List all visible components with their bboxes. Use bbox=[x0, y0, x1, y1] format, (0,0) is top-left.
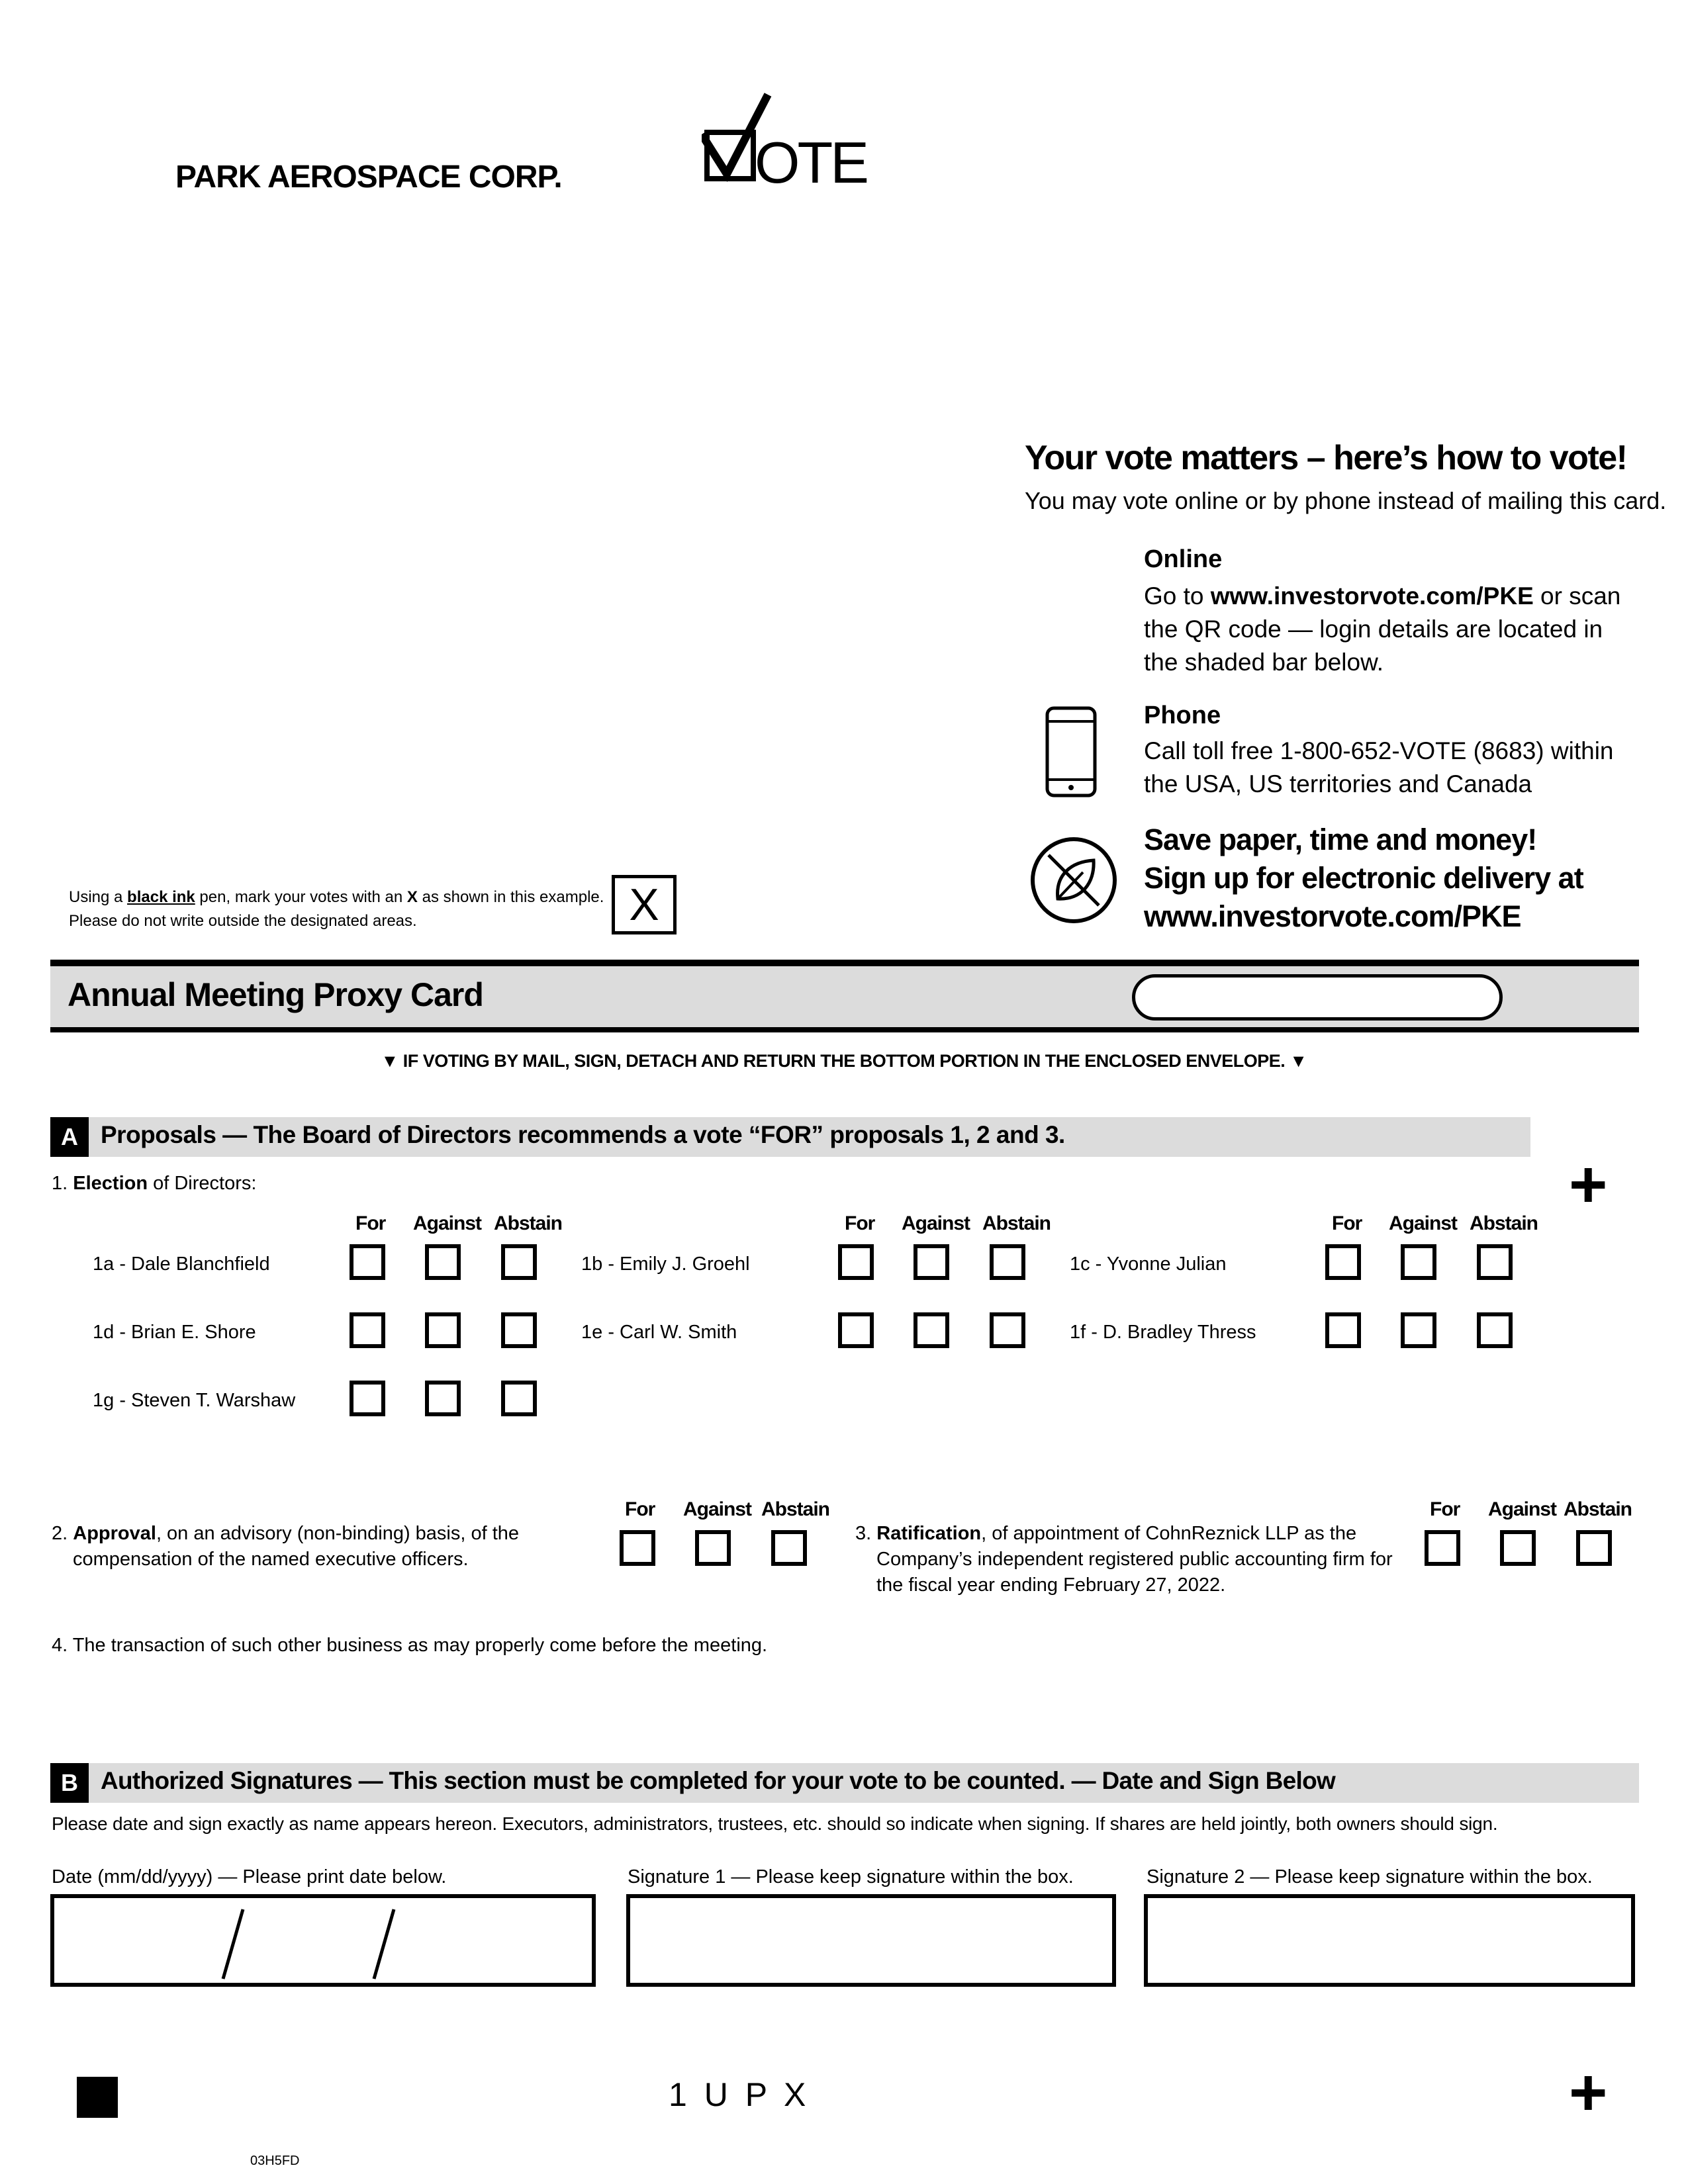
nominee-1b: 1b - Emily J. Groehl bbox=[581, 1253, 750, 1275]
section-b-instructions: Please date and sign exactly as name appears hereon. Executors, administrators, trustees, etc. should so indicate when signing. If shares are held jointly, both owners should sign. bbox=[52, 1813, 1498, 1834]
how-to-vote-subtitle: You may vote online or by phone instead of mailing this card. bbox=[1025, 487, 1667, 514]
document-id: 03H5FD bbox=[250, 2154, 300, 2168]
signature1-label: Signature 1 — Please keep signature within the box. bbox=[628, 1866, 1074, 1888]
item2-abstain-header: Abstain bbox=[761, 1498, 830, 1520]
vote-1f-abstain[interactable] bbox=[1477, 1312, 1513, 1348]
col3-abstain: Abstain bbox=[1470, 1212, 1538, 1234]
item3-label: 3. Ratification, of appointment of CohnReznick LLP as the Company’s independent registered public accounting firm for the fiscal year ending February 27, 2022. bbox=[855, 1523, 1393, 1596]
company-name: PARK AEROSPACE CORP. bbox=[175, 159, 562, 195]
date-slash-2 bbox=[364, 1906, 404, 1985]
section-b-title: Authorized Signatures — This section must be completed for your vote to be counted. — Date and Sign Below bbox=[101, 1767, 1336, 1794]
section-b-letter: B bbox=[50, 1763, 89, 1803]
online-heading: Online bbox=[1144, 545, 1223, 573]
vote-1f-against[interactable] bbox=[1401, 1312, 1436, 1348]
online-url[interactable]: www.investorvote.com/PKE bbox=[1210, 582, 1534, 610]
vote-logo bbox=[702, 89, 867, 195]
example-mark-box: X bbox=[612, 875, 677, 934]
signature2-field[interactable] bbox=[1144, 1894, 1635, 1987]
vote-logo-text: OTE bbox=[755, 130, 867, 195]
vote-1d-abstain[interactable] bbox=[501, 1312, 537, 1348]
signature2-label: Signature 2 — Please keep signature within the box. bbox=[1147, 1866, 1593, 1888]
col2-abstain: Abstain bbox=[982, 1212, 1051, 1234]
vote-1a-for[interactable] bbox=[350, 1244, 385, 1280]
vote-1e-for[interactable] bbox=[838, 1312, 874, 1348]
nominee-1g: 1g - Steven T. Warshaw bbox=[93, 1390, 296, 1411]
item4-label: 4. The transaction of such other business as may properly come before the meeting. bbox=[52, 1635, 768, 1656]
phone-text: Call toll free 1-800-652-VOTE (8683) within the USA, US territories and Canada bbox=[1144, 737, 1614, 797]
vote-1c-for[interactable] bbox=[1325, 1244, 1361, 1280]
item1-label: 1. Election of Directors: bbox=[52, 1173, 257, 1194]
how-to-vote-title: Your vote matters – here’s how to vote! bbox=[1025, 439, 1627, 477]
vote-1c-abstain[interactable] bbox=[1477, 1244, 1513, 1280]
date-label: Date (mm/dd/yyyy) — Please print date below. bbox=[52, 1866, 447, 1888]
col1-for: For bbox=[355, 1212, 386, 1234]
col2-for: For bbox=[845, 1212, 875, 1234]
vote-1f-for[interactable] bbox=[1325, 1312, 1361, 1348]
section-a-title: Proposals — The Board of Directors recommends a vote “FOR” proposals 1, 2 and 3. bbox=[101, 1121, 1065, 1148]
vote-1d-against[interactable] bbox=[425, 1312, 461, 1348]
item3-abstain-header: Abstain bbox=[1564, 1498, 1632, 1520]
vote-1g-against[interactable] bbox=[425, 1381, 461, 1416]
vote-1b-abstain[interactable] bbox=[990, 1244, 1025, 1280]
vote-1b-for[interactable] bbox=[838, 1244, 874, 1280]
vote-1c-against[interactable] bbox=[1401, 1244, 1436, 1280]
section-a-letter: A bbox=[50, 1117, 89, 1157]
footer-code: 1 U P X bbox=[669, 2076, 810, 2113]
item3-for-header: For bbox=[1430, 1498, 1460, 1520]
col1-against: Against bbox=[413, 1212, 482, 1234]
bottom-rule bbox=[50, 1027, 1639, 1032]
vote-3-abstain[interactable] bbox=[1576, 1530, 1612, 1566]
nominee-1c: 1c - Yvonne Julian bbox=[1070, 1253, 1227, 1275]
top-rule bbox=[50, 960, 1639, 966]
nominee-1f: 1f - D. Bradley Thress bbox=[1070, 1322, 1256, 1343]
nominee-1a: 1a - Dale Blanchfield bbox=[93, 1253, 270, 1275]
phone-icon bbox=[1045, 705, 1098, 798]
vote-2-for[interactable] bbox=[620, 1530, 655, 1566]
corner-plus-top: + bbox=[1569, 1148, 1608, 1222]
nominee-1d: 1d - Brian E. Shore bbox=[93, 1322, 256, 1343]
vote-1e-abstain[interactable] bbox=[990, 1312, 1025, 1348]
phone-heading: Phone bbox=[1144, 702, 1221, 729]
col1-abstain: Abstain bbox=[494, 1212, 563, 1234]
card-title: Annual Meeting Proxy Card bbox=[68, 976, 483, 1013]
col3-against: Against bbox=[1389, 1212, 1458, 1234]
edelivery-url[interactable]: www.investorvote.com/PKE bbox=[1144, 899, 1521, 933]
col2-against: Against bbox=[902, 1212, 970, 1234]
leaf-icon bbox=[1029, 835, 1119, 925]
registration-mark bbox=[77, 2077, 118, 2118]
marking-instructions: Using a black ink pen, mark your votes with an X as shown in this example. Please do not write outside the designated areas. bbox=[69, 888, 604, 930]
item3-against-header: Against bbox=[1488, 1498, 1557, 1520]
item2-for-header: For bbox=[625, 1498, 655, 1520]
vote-1e-against[interactable] bbox=[914, 1312, 949, 1348]
control-number-field bbox=[1132, 974, 1503, 1021]
vote-1a-against[interactable] bbox=[425, 1244, 461, 1280]
vote-2-against[interactable] bbox=[695, 1530, 731, 1566]
vote-1a-abstain[interactable] bbox=[501, 1244, 537, 1280]
vote-3-for[interactable] bbox=[1425, 1530, 1460, 1566]
vote-1g-abstain[interactable] bbox=[501, 1381, 537, 1416]
vote-1g-for[interactable] bbox=[350, 1381, 385, 1416]
vote-2-abstain[interactable] bbox=[771, 1530, 807, 1566]
col3-for: For bbox=[1332, 1212, 1362, 1234]
vote-1b-against[interactable] bbox=[914, 1244, 949, 1280]
date-slash-1 bbox=[213, 1906, 253, 1985]
vote-3-against[interactable] bbox=[1500, 1530, 1536, 1566]
vote-1d-for[interactable] bbox=[350, 1312, 385, 1348]
date-field[interactable] bbox=[50, 1894, 596, 1987]
signature1-field[interactable] bbox=[626, 1894, 1116, 1987]
online-text: Go to www.investorvote.com/PKE or scan the QR code — login details are located in the shaded bar below. bbox=[1144, 582, 1621, 676]
corner-plus-bottom: + bbox=[1569, 2056, 1608, 2130]
item2-against-header: Against bbox=[683, 1498, 752, 1520]
edelivery-text: Save paper, time and money! Sign up for electronic delivery at www.investorvote.com/PKE bbox=[1144, 823, 1583, 933]
detach-notice: ▼ IF VOTING BY MAIL, SIGN, DETACH AND RETURN THE BOTTOM PORTION IN THE ENCLOSED ENVELOPE. ▼ bbox=[381, 1051, 1307, 1071]
item2-label: 2. Approval, on an advisory (non-binding) basis, of the compensation of the named executive officers. bbox=[52, 1523, 520, 1570]
nominee-1e: 1e - Carl W. Smith bbox=[581, 1322, 737, 1343]
